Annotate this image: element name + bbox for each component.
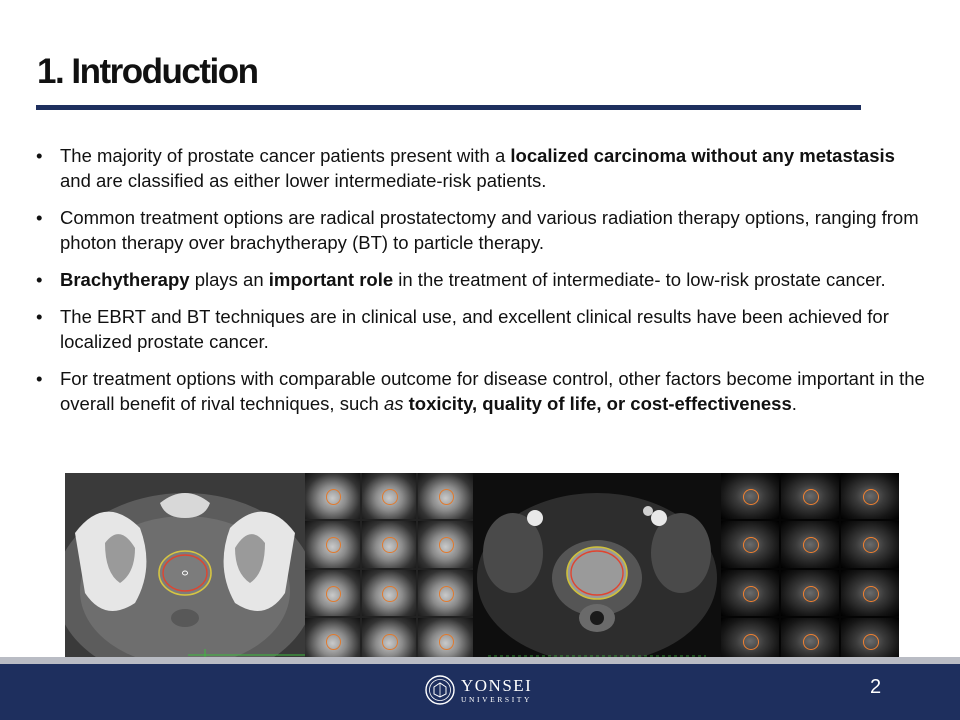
bullet-bold-text: toxicity, quality of life, or cost-effectiveness (408, 393, 792, 414)
university-seal-icon (425, 675, 455, 705)
mri-slice-thumbnail (721, 521, 779, 567)
logo-name: YONSEI (461, 675, 533, 695)
mri-axial-scan-graphic (473, 473, 721, 664)
ct-slice-thumbnail (362, 521, 417, 567)
mri-slice-thumbnail (841, 521, 899, 567)
bullet-text: . (791, 393, 797, 414)
footer-gray-band (0, 657, 960, 664)
bullet-bold-text: localized carcinoma without any metastasis (510, 145, 895, 166)
bullet-text: The EBRT and BT techniques are in clinical use, and excellent clinical results have been achieved for localized prostate cancer. (60, 306, 889, 352)
mri-axial-scan-image (473, 473, 721, 664)
mri-slice-thumbnail (781, 473, 839, 519)
bullet-item (36, 366, 926, 416)
bullet-text: Common treatment options are radical prostatectomy and various radiation therapy options, ranging from photon therapy over brachytherapy (BT) to particle therapy. (60, 207, 919, 253)
bullet-text: plays an (189, 269, 269, 290)
bullet-list (36, 143, 926, 428)
title-underline (36, 105, 861, 110)
ct-slice-thumbnail (305, 570, 360, 616)
medical-images-strip (65, 473, 899, 664)
bullet-bold-text: important role (268, 269, 394, 290)
ct-axial-scan-graphic (65, 473, 305, 664)
ct-slice-thumbnail (418, 570, 473, 616)
mri-slice-thumbnail (721, 473, 779, 519)
mri-slices-grid-image (721, 473, 899, 664)
mri-slice-thumbnail (721, 570, 779, 616)
bullet-item (36, 304, 926, 354)
bullet-text: For treatment options with comparable outcome for disease control, other factors become important in the overall benefit of rival techniques, such (60, 368, 925, 414)
ct-slice-thumbnail (362, 570, 417, 616)
page-number: 2 (870, 676, 882, 698)
bullet-item (36, 267, 926, 292)
bullet-text: in the treatment of intermediate- to low-risk prostate cancer. (393, 269, 886, 290)
bullet-italic-text: as (383, 393, 404, 414)
bullet-item (36, 143, 926, 193)
ct-slice-thumbnail (418, 473, 473, 519)
bullet-text: and are classified as either lower intermediate-risk patients. (60, 170, 547, 191)
mri-slice-thumbnail (781, 570, 839, 616)
logo-subtitle: UNIVERSITY (461, 694, 532, 704)
ct-slice-thumbnail (362, 473, 417, 519)
slide-title: 1. Introduction (37, 52, 258, 91)
bullet-bold-text: Brachytherapy (60, 269, 190, 290)
bullet-item (36, 205, 926, 255)
ct-slice-thumbnail (305, 473, 360, 519)
mri-slice-thumbnail (841, 473, 899, 519)
bullet-text: The majority of prostate cancer patients present with a (60, 145, 511, 166)
ct-slice-thumbnail (418, 521, 473, 567)
ct-slices-grid-image (305, 473, 473, 664)
mri-slice-thumbnail (841, 570, 899, 616)
ct-slice-thumbnail (305, 521, 360, 567)
mri-slice-thumbnail (781, 521, 839, 567)
ct-axial-scan-image (65, 473, 305, 664)
yonsei-logo (425, 675, 532, 705)
